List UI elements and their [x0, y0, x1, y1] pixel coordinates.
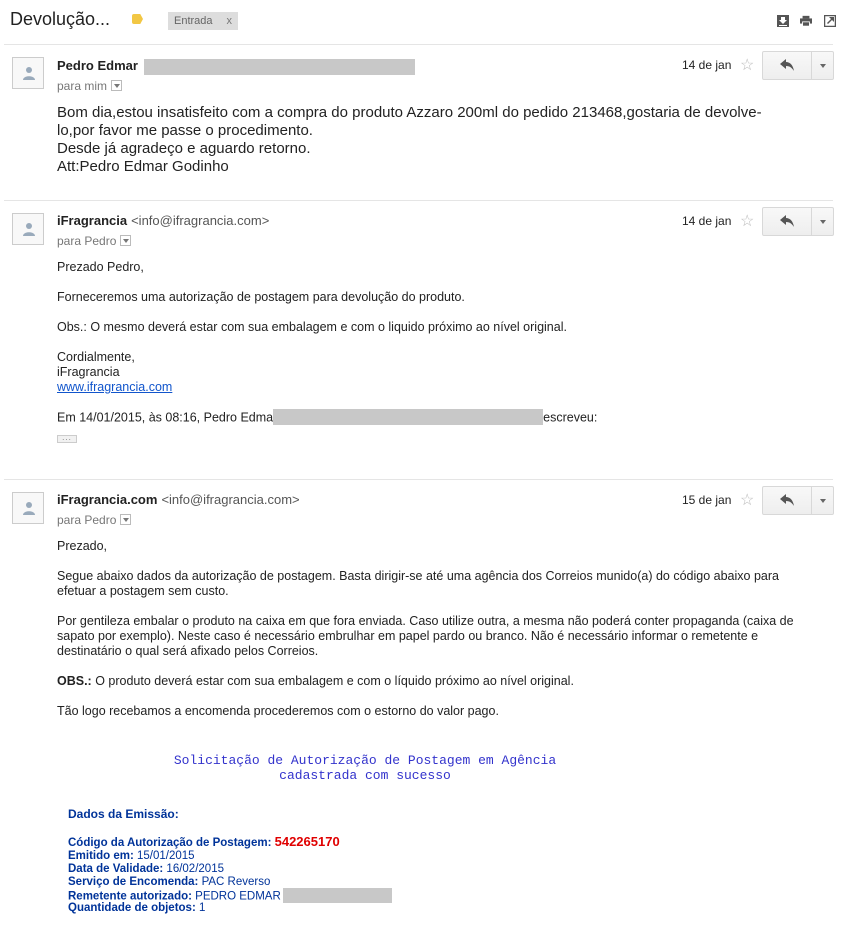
quote-suffix: escreveu:: [543, 410, 598, 425]
more-icon[interactable]: [811, 208, 833, 235]
remetente-value: PEDRO EDMAR: [191, 890, 281, 903]
validade-row: [68, 863, 224, 876]
sender-email: <info@ifragrancia.com>: [131, 213, 270, 228]
remetente-label: Remetente autorizado:: [68, 890, 192, 903]
avatar-icon: [12, 213, 44, 245]
reply-icon: [780, 215, 794, 227]
sender-name: Pedro Edmar: [57, 58, 138, 73]
avatar-icon: [12, 492, 44, 524]
signature-line: Cordialmente,: [57, 350, 135, 364]
quantidade-row: [68, 902, 205, 915]
sender[interactable]: [57, 492, 300, 507]
correios-title-line: Solicitação de Autorização de Postagem em Agência: [173, 753, 557, 768]
greeting: Prezado,: [57, 539, 108, 553]
emitido-value: 15/01/2015: [133, 850, 195, 862]
star-icon[interactable]: ☆: [740, 57, 755, 74]
reply-icon: [780, 59, 794, 71]
reply-icon: [780, 494, 794, 506]
star-icon[interactable]: ☆: [740, 492, 755, 509]
reply-button[interactable]: [763, 487, 811, 514]
quote-prefix: Em 14/01/2015, às 08:16, Pedro Edma: [57, 410, 274, 425]
sender[interactable]: [57, 213, 269, 228]
sender-email: <info@ifragrancia.com>: [161, 492, 300, 507]
new-window-icon[interactable]: [824, 15, 836, 27]
inbox-label-chip[interactable]: [168, 12, 238, 30]
validade-label: Data de Validade:: [68, 863, 164, 875]
recipient[interactable]: [57, 234, 131, 248]
quote-header: [57, 410, 597, 426]
recipient-text: para mim: [57, 79, 108, 93]
recipient-text: para Pedro: [57, 234, 117, 248]
emitido-row: [68, 850, 195, 863]
reply-group: [762, 51, 834, 80]
servico-label: Serviço de Encomenda:: [68, 876, 199, 888]
codigo-value: 542265170: [274, 834, 340, 849]
message-date: 14 de jan: [682, 214, 732, 228]
subject-title: Devolução...: [10, 9, 111, 29]
avatar-icon: [12, 57, 44, 89]
message-3: [0, 479, 847, 931]
obs-text: O produto deverá estar com sua embalagem e com o líquido próximo ao nível original.: [91, 674, 574, 688]
subject-bar: [0, 0, 847, 44]
recipient-details-icon[interactable]: [120, 514, 131, 525]
codigo-label: Código da Autorização de Postagem:: [68, 837, 275, 849]
codigo-row: [68, 835, 340, 850]
website-link-text[interactable]: www.ifragrancia.com: [57, 380, 173, 394]
paragraph: Obs.: O mesmo deverá estar com sua embalagem e com o liquido próximo ao nível original.: [57, 320, 567, 334]
recipient[interactable]: [57, 513, 131, 527]
reply-group: [762, 207, 834, 236]
redacted-block: [283, 888, 392, 903]
message-1: [0, 44, 847, 200]
recipient-details-icon[interactable]: [111, 80, 122, 91]
reply-group: [762, 486, 834, 515]
emissao-heading: Dados da Emissão:: [68, 807, 179, 821]
paragraph: Forneceremos uma autorização de postagem para devolução do produto.: [57, 290, 465, 304]
paragraph: Por gentileza embalar o produto na caixa em que fora enviada. Caso utilize outra, a mesma não poderá conter propaganda (caixa de sapato por exemplo). Neste caso é necessário embrulhar em papel pardo ou branco. Não é necessário informar o remetente e destinatário o qual será afixado pelos Correios.: [57, 614, 794, 658]
website-link[interactable]: [57, 380, 172, 395]
print-icon[interactable]: [800, 15, 812, 27]
sender[interactable]: [57, 58, 415, 75]
servico-value: PAC Reverso: [198, 876, 271, 888]
paragraph: Segue abaixo dados da autorização de postagem. Basta dirigir-se até uma agência dos Correios munido(a) do código abaixo para efetuar a postagem sem custo.: [57, 569, 779, 598]
inbox-label-text: Entrada: [174, 15, 213, 27]
more-icon[interactable]: [811, 52, 833, 79]
quantidade-value: 1: [195, 902, 206, 914]
message-date: 14 de jan: [682, 58, 732, 72]
obs-paragraph: [57, 674, 817, 689]
reply-button[interactable]: [763, 52, 811, 79]
more-icon[interactable]: [811, 487, 833, 514]
validade-value: 16/02/2015: [163, 863, 224, 875]
reply-button[interactable]: [763, 208, 811, 235]
correios-title-line: cadastrada com sucesso: [279, 768, 451, 783]
recipient[interactable]: [57, 79, 122, 93]
sender-name: iFragrancia: [57, 213, 128, 228]
show-trimmed-content-button[interactable]: ...: [57, 435, 77, 443]
message-body: Bom dia,estou insatisfeito com a compra do produto Azzaro 200ml do pedido 213468,gostaria de devolve-lo,por favor me passe o procedimento. Desde já agradeço e aguardo retorno. Att:Pedro Edmar Godinho: [57, 104, 762, 175]
label-icon[interactable]: [132, 14, 145, 25]
sender-name: iFragrancia.com: [57, 492, 158, 507]
redacted-block: [144, 59, 415, 75]
greeting: Prezado Pedro,: [57, 260, 144, 274]
quantidade-label: Quantidade de objetos:: [68, 902, 196, 914]
signature-line: iFragrancia: [57, 365, 120, 379]
recipient-details-icon[interactable]: [120, 235, 131, 246]
download-icon[interactable]: [777, 15, 789, 27]
message-date: 15 de jan: [682, 493, 732, 507]
star-icon[interactable]: ☆: [740, 213, 755, 230]
paragraph: Tão logo recebamos a encomenda procederemos com o estorno do valor pago.: [57, 704, 499, 718]
servico-row: [68, 876, 270, 889]
message-2: [0, 200, 847, 480]
recipient-text: para Pedro: [57, 513, 117, 527]
obs-label: OBS.:: [57, 674, 92, 688]
redacted-block: [273, 409, 543, 425]
emitido-label: Emitido em:: [68, 850, 134, 862]
remove-label-icon[interactable]: x: [226, 15, 232, 27]
